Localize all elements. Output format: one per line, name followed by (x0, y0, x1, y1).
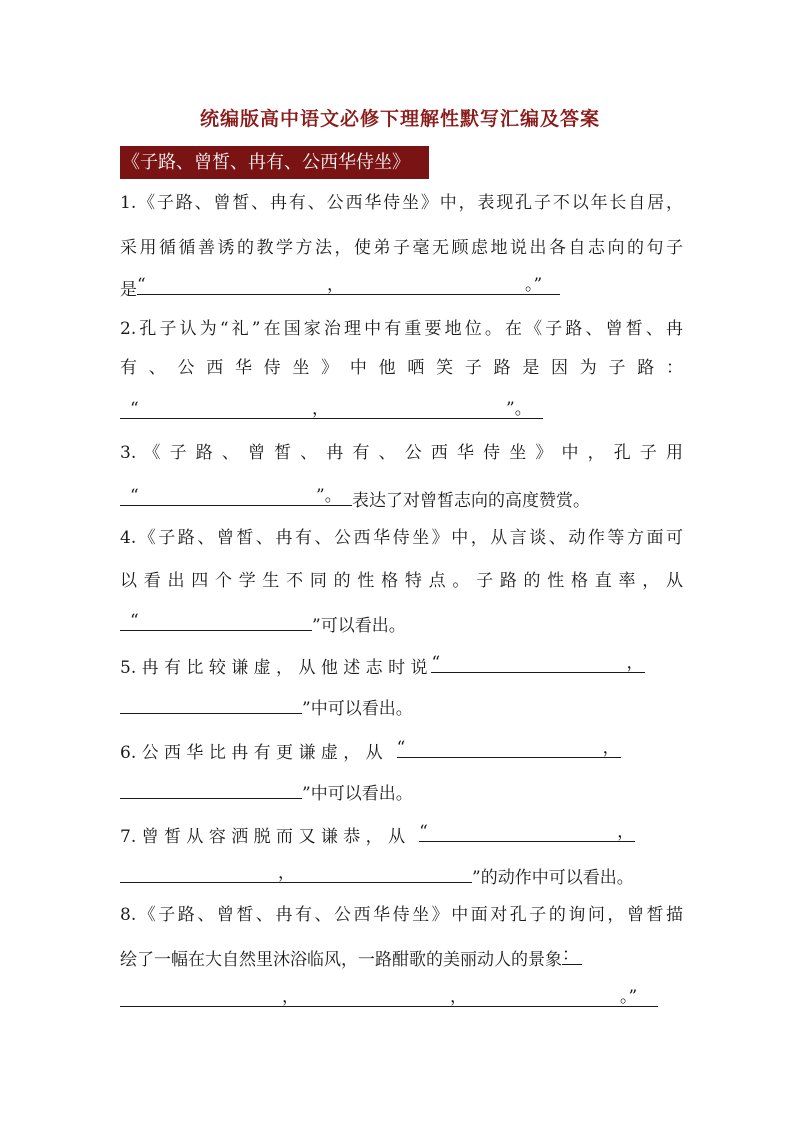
q8-colon: ： (562, 945, 579, 965)
q7-line1 (120, 822, 683, 848)
q6-open-quote: “ (396, 738, 406, 758)
q7-open-quote: “ (419, 822, 428, 842)
q5-answer-blank-2[interactable] (120, 694, 302, 714)
q2-line2: 有 、 公 西 华 侍 坐 》 中 他 哂 笑 子 路 是 因 为 子 路 ： (120, 358, 683, 378)
q8-comma2: ， (450, 987, 467, 1007)
q3-answer-blank[interactable] (120, 486, 352, 506)
document-title: 统编版高中语文必修下理解性默写汇编及答案 (199, 108, 600, 130)
q5-line2 (120, 694, 413, 720)
q7-answer-blank-2[interactable] (120, 863, 472, 883)
q1-line1: 1.《子路、曾皙、冉有、公西华侍坐》中，表现孔子不以年长自居， (120, 193, 683, 213)
q3-suffix: 表达了对曾皙志向的高度赞赏。 (352, 491, 590, 511)
q3-line2 (120, 486, 590, 512)
q7-suffix: ”的动作中可以看出。 (472, 868, 634, 888)
q6-suffix: ”中可以看出。 (302, 784, 413, 804)
q7-line2 (120, 863, 634, 889)
q2-answer-blank[interactable] (120, 399, 543, 419)
q2-open-quote: “ (130, 399, 139, 419)
q7-prefix: 7. 曾 皙 从 容 洒 脱 而 又 谦 恭 ， 从 (120, 827, 406, 847)
q5-prefix: 5. 冉 有 比 较 谦 虚 ， 从 他 述 志 时 说 (120, 658, 428, 678)
q7-answer-blank-1[interactable] (419, 822, 635, 842)
q8-line3 (120, 987, 658, 1013)
q8-end: 。” (620, 987, 638, 1007)
q8-answer-blank[interactable] (120, 987, 658, 1007)
q6-line1 (120, 738, 683, 764)
q4-open-quote: “ (130, 611, 139, 631)
q1-prefix: 是 (120, 280, 137, 300)
q6-answer-blank-2[interactable] (120, 779, 302, 799)
q6-line2 (120, 779, 413, 805)
q2-comma: ， (312, 399, 329, 419)
q8-comma: ， (282, 987, 299, 1007)
q4-answer-blank[interactable] (120, 611, 312, 631)
q1-end: 。” (525, 275, 543, 295)
q8-colon-blank (562, 945, 582, 965)
q5-open-quote: “ (431, 653, 441, 673)
q2-line1: 2.孔子认为“礼”在国家治理中有重要地位。在《子路、曾皙、冉 (120, 319, 683, 339)
q4-line1: 4.《子路、曾皙、冉有、公西华侍坐》中，从言谈、动作等方面可 (120, 528, 683, 548)
q4-suffix: ”可以看出。 (312, 616, 406, 636)
q5-answer-blank-1[interactable] (431, 653, 645, 673)
section-heading: 《子路、曾皙、冉有、公西华侍坐》 (120, 146, 429, 179)
q4-line3 (120, 611, 406, 637)
q8-line2 (120, 945, 582, 971)
q3-open-quote: “ (130, 486, 139, 506)
q2-line3 (120, 399, 543, 425)
q7-comma: ， (617, 822, 635, 842)
q1-line3 (120, 275, 560, 301)
q5-comma: ， (626, 653, 644, 673)
q7-comma2: ， (278, 863, 295, 883)
q8-line2-text: 绘了一幅在大自然里沐浴临风，一路酣歌的美丽动人的景象 (120, 950, 562, 970)
q3-close: ”。 (316, 486, 342, 506)
q3-line1: 3. 《 子 路 、 曾 皙 、 冉 有 、 公 西 华 侍 坐 》 中 ， 孔 子 用 (120, 443, 683, 463)
q1-answer-blank[interactable] (137, 275, 560, 295)
q6-answer-blank-1[interactable] (397, 738, 621, 758)
q8-line1: 8.《子路、曾皙、冉有、公西华侍坐》中面对孔子的询问，曾皙描 (120, 905, 683, 925)
q5-line1 (120, 653, 683, 679)
q6-prefix: 6. 公 西 华 比 冉 有 更 谦 虚 ， 从 (120, 743, 383, 763)
q1-line2: 采用循循善诱的教学方法，使弟子毫无顾虑地说出各自志向的句子 (120, 238, 683, 258)
q1-open-quote: “ (137, 275, 146, 295)
q4-line2: 以 看 出 四 个 学 生 不 同 的 性 格 特 点 。 子 路 的 性 格 直 率 ， 从 (120, 571, 683, 591)
q6-comma: ， (602, 738, 620, 758)
q5-suffix: ”中可以看出。 (302, 699, 413, 719)
q2-end: ”。 (506, 399, 532, 419)
q1-comma: ， (327, 275, 344, 295)
